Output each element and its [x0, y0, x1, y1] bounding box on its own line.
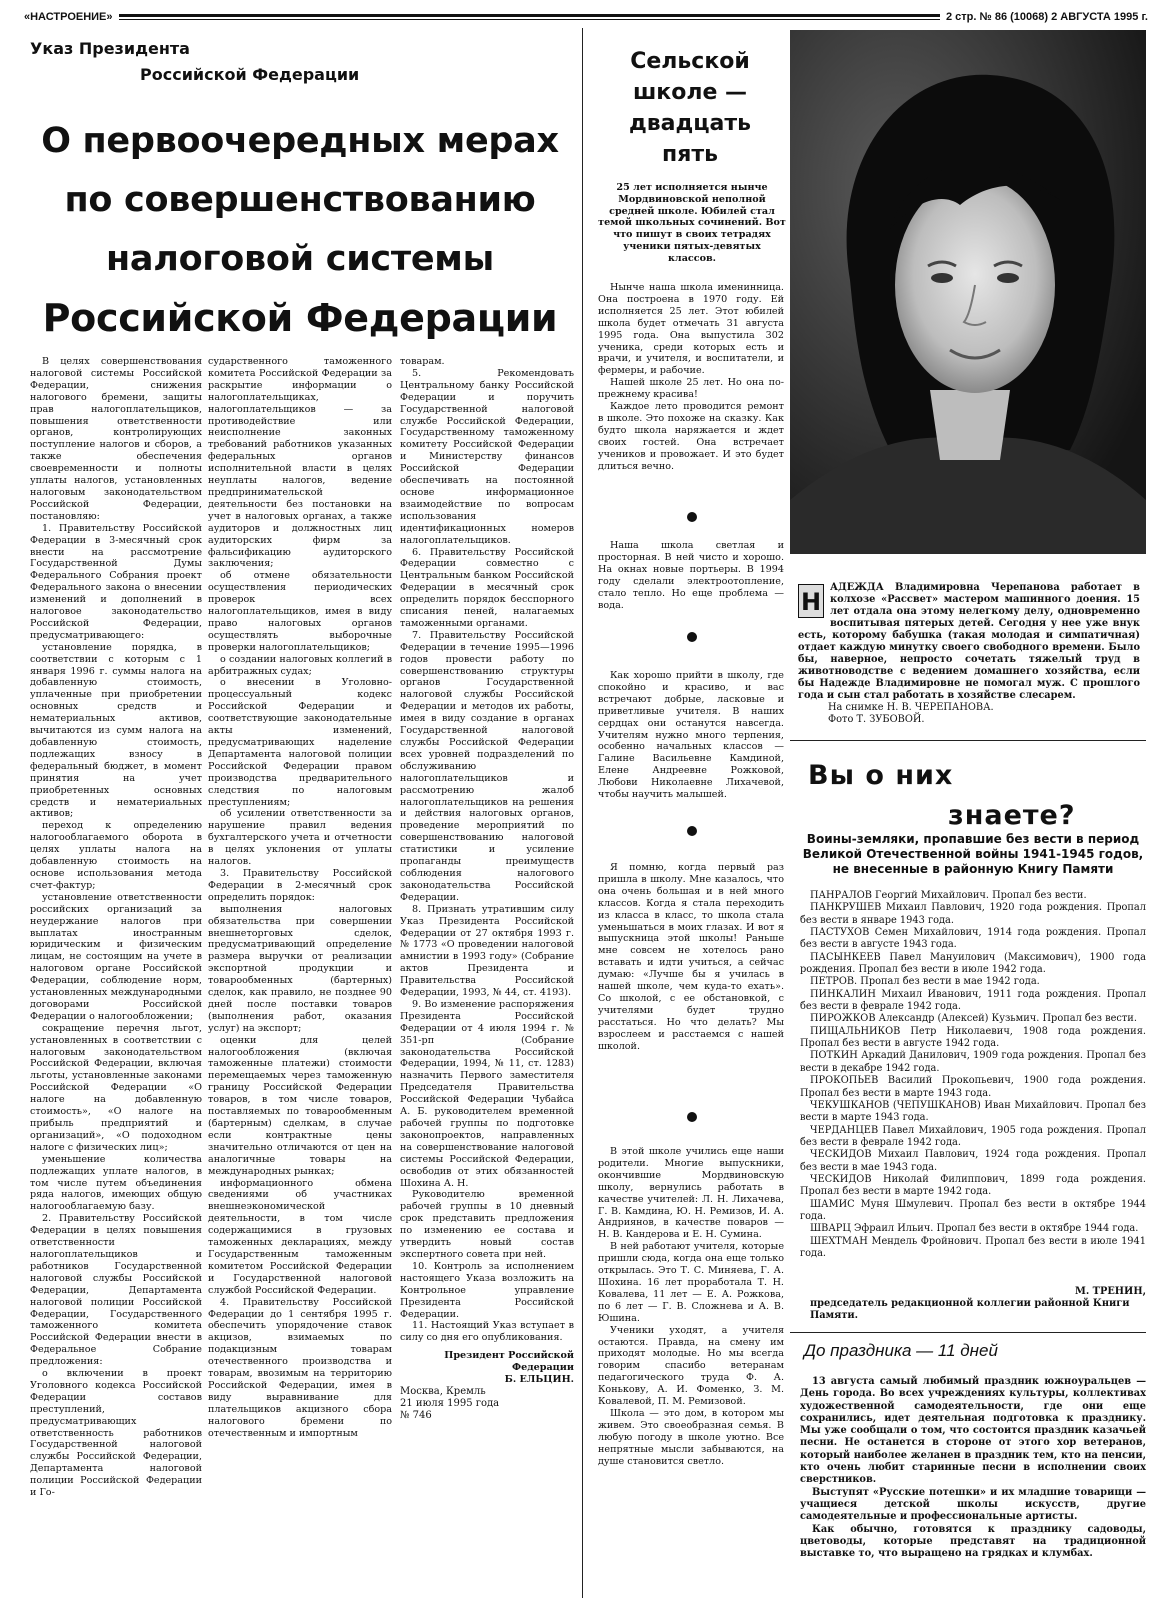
paragraph: Руководителю временной рабочей группы в 10 дневный срок представить предложения по изменению ее состава и утвердить новый состав экспертного совета при ней.: [400, 1189, 574, 1260]
paragraph: об усилении ответственности за нарушение правил ведения бухгалтерского учета и отчетности в целях уклонения от уплаты налогов.: [208, 808, 392, 868]
memory-subtitle: Воины-земляки, пропавшие без вести в период Великой Отечественной войны 1941-1945 годов, не внесенные в районную Книгу Памяти: [802, 832, 1144, 876]
school-article-lead: 25 лет исполняется нынче Мордвиновской неполной средней школе. Юбилей стал темой школьных сочинений. Вот что пишут в своих тетрадях ученики пятых-девятых классов.: [598, 182, 786, 264]
paragraph: уменьшение количества подлежащих уплате налогов, в том числе путем объединения ряда налогов, имеющих общую налогооблагаемую базу.: [30, 1153, 202, 1213]
memory-title: [808, 756, 1148, 836]
list-item: ЧЕСКИДОВ Михаил Павлович, 1924 года рождения. Пропал без вести в мае 1943 года.: [800, 1149, 1146, 1173]
paragraph: 5. Рекомендовать Центральному банку Российской Федерации и поручить Государственной налоговой службе Российской Федерации, Государственному таможенному комитету Российской Федерации и Министерству финансов Российской Федерации обеспечивать на постоянной основе информационное взаимодействие по вопросам использования идентификационных номеров налогоплательщиков.: [400, 367, 574, 546]
signature-name: М. ТРЕНИН,: [1075, 1286, 1146, 1297]
paragraph: 2. Правительству Российской Федерации в целях повышения ответственности налогоплательщиков и работников Государственной налоговой службы Российской Федерации, Департамента налоговой полиции Российской Федерации, Государственного таможенного комитета Российской Федерации внести в Федеральное Собрание предложения:: [30, 1213, 202, 1368]
section-divider: [790, 740, 1146, 741]
paragraph: 9. Во изменение распоряжения Президента Российской Федерации от 4 июля 1994 г. № 351-рп (Собрание законодательства Российской Федерации, 1994, № 11, ст. 1283) назначить Первого заместителя Председателя Правительства Российской Федерации Чубайса А. Б. руководителем временной рабочей группы по подготовке законопроектов, направленных на совершенствование налоговой системы Российской Федерации, освободив от этих обязанностей Шохина А. Н.: [400, 998, 574, 1189]
paragraph: 4. Правительству Российской Федерации до 1 сентября 1995 г. обеспечить упорядочение ставок акцизов, взимаемых по подакцизным товарам отечественного производства и товарам, ввозимым на территорию Российской Федерации, имея в виду выравнивание для плательщиков акцизного сбора налогового бремени по отечественным и импортным: [208, 1296, 392, 1439]
decree-headline: [10, 112, 590, 348]
paragraph: 13 августа самый любимый праздник южноуральцев — День города. Во всех учреждениях культуры, коллективах художественной самодеятельности, где они еще сохранились, идет деятельная подготовка к празднику. Мы уже сообщали о том, что состоится праздник казачьей песни. Не останется в стороне от этого хор ветеранов, который наиболее желанен в праздник тем, кто на пенсии, кто очень любит старинные песни в исполнении своих сверстников.: [800, 1376, 1146, 1486]
list-item: ПОТКИН Аркадий Данилович, 1909 года рождения. Пропал без вести в декабре 1942 года.: [800, 1050, 1146, 1074]
paragraph: Как обычно, готовятся к празднику садоводы, цветоводы, которые представят на традиционной выставке то, что выращено на грядках и клумбах.: [800, 1523, 1146, 1560]
bullet-separator: [687, 512, 697, 522]
paragraph: установление порядка, в соответствии с которым с 1 января 1996 г. суммы налога на добавленную стоимость, уплаченные при приобретении основных средств и нематериальных активов, вычитаются из сумм налога на добавленную стоимость, подлежащих взносу в федеральный бюджет, в момент принятия на учет приобретенных основных средств и нематериальных активов;: [30, 641, 202, 820]
headline-line: по совершенствованию: [64, 180, 536, 220]
paragraph: Каждое лето проводится ремонт в школе. Это похоже на сказку. Как будто школа наряжается и ждет своих гостей. Она встречает учеников и провожает. И это будет длиться вечно.: [598, 401, 784, 472]
paragraph: Как хорошо прийти в школу, где спокойно и красиво, и вас встречают добрые, ласковые и приветливые учителя. В наших сердцах они останутся навсегда. Учителям нужно много терпения, особенно начальных классов — Галине Васильевне Камдиной, Елене Андреевне Рожковой, Любови Николаевне Лихачевой, чтобы научить малышей.: [598, 670, 784, 801]
school-block-4: [598, 862, 784, 1102]
paragraph: установление ответственности российских организаций за неудержание налогов при выплатах иностранным юридическим и физическим лицам, не состоящим на учете в налоговом органе Российской Федерации, соблюдение норм, установленных международными договорами Российской Федерации о налогообложении;: [30, 891, 202, 1022]
signature-name: Б. ЕЛЬЦИН.: [504, 1374, 574, 1386]
signature-number: № 746: [400, 1409, 432, 1421]
paragraph: В ней работают учителя, которые пришли сюда, когда она еще только открылась. Это Т. С. Миняева, Г. А. Шохина. 16 лет проработала Т. Н. Ковалева, 11 лет — Е. А. Рожкова, по 6 лет — Г. В. Сложнева и А. В. Юшина.: [598, 1241, 784, 1324]
decree-label-line2: Российской Федерации: [140, 65, 360, 84]
title-line: двадцать: [628, 111, 752, 136]
holiday-article: [800, 1376, 1146, 1560]
paragraph: сокращение перечня льгот, установленных в соответствии с налоговым законодательством Российской Федерации, включая льготы, установленные законами Российской Федерации «О налоге на добавленную стоимость», «О налоге на прибыль предприятий и организаций», «О подоходном налоге с физических лиц»;: [30, 1022, 202, 1153]
list-item: ПИНКАЛИН Михаил Иванович, 1911 года рождения. Пропал без вести в феврале 1942 года.: [800, 988, 1146, 1013]
memory-title-line1: Вы о них: [808, 760, 954, 791]
paragraph: оценки для целей налогообложения (включая таможенные платежи) стоимости перемещаемых через таможенную границу Российской Федерации товаров, в том числе товаров, поставляемых по товарообменным (бартерным) сделкам, в случае если контрактные цены значительно отличаются от цен на аналогичные товары на международных рынках;: [208, 1034, 392, 1177]
photo-credit: Фото Т. ЗУБОВОЙ.: [828, 714, 925, 725]
memory-signature: [810, 1286, 1146, 1322]
paragraph: Наша школа светлая и просторная. В ней чисто и хорошо. На окнах новые портьеры. В 1994 году сделали электроотопление, стало тепло. Но еще проблема — вода.: [598, 540, 784, 611]
list-item: ЧЕКУШКАНОВ (ЧЕПУШКАНОВ) Иван Михайлович. Пропал без вести в марте 1943 года.: [800, 1099, 1146, 1124]
portrait-illustration: [790, 30, 1146, 554]
issue-info: 2 стр. № 86 (10068) 2 АВГУСТА 1995 г.: [946, 11, 1148, 23]
school-article-title: [590, 46, 790, 170]
paragraph: товарам.: [400, 356, 445, 367]
headline-line: О первоочередных мерах: [41, 121, 559, 161]
list-item: ШЕХТМАН Мендель Фройнович. Пропал без вести в июле 1941 года.: [800, 1235, 1146, 1259]
memory-title-line2: знаете?: [948, 800, 1076, 831]
paragraph: 8. Признать утратившим силу Указ Президента Российской Федерации от 27 октября 1993 г. № 1773 «О проведении налоговой амнистии в 1993 году» (Собрание актов Президента и Правительства Российской Федерации, 1993, № 44, ст. 4193).: [400, 903, 574, 999]
photo-caption: [798, 582, 1140, 726]
school-block-1: [598, 282, 784, 502]
signature-date: 21 июля 1995 года: [400, 1397, 500, 1409]
decree-column-2: [208, 356, 392, 1596]
list-item: ШВАРЦ Эфраил Ильич. Пропал без вести в октябре 1944 года.: [810, 1223, 1139, 1235]
paragraph: 11. Настоящий Указ вступает в силу со дня его опубликования.: [400, 1320, 574, 1344]
portrait-photo: [790, 30, 1146, 554]
decree-label: [30, 36, 359, 88]
paragraph: сударственного таможенного комитета Российской Федерации за раскрытие информации о налогоплательщиках, налогоплательщиков — за противодействие или неисполнение законных требований работников указанных федеральных органов исполнительной власти в целях неуплаты налогов, ведение предпринимательской деятельности без постановки на учет в налоговых органах, а также аудиторов и должностных лиц аудиторских фирм за фальсификацию аудиторского заключения;: [208, 356, 392, 570]
paragraph: 6. Правительству Российской Федерации совместно с Центральным банком Российской Федерации в месячный срок определить порядок бесспорного списания пеней, налагаемых таможенными органами.: [400, 546, 574, 629]
paragraph: 7. Правительству Российской Федерации в течение 1995—1996 годов провести работу по совершенствованию структуры органов Государственной налоговой службы Российской Федерации и методов их работы, имея в виду создание в органах Государственной налоговой службы Российской Федерации всех уровней подразделений по обслуживанию налогоплательщиков и рассмотрению жалоб налогоплательщиков на решения и действия налоговых органов, проведение мероприятий по совершенствованию налоговой статистики и усиление пропаганды преимуществ соблюдения налогового законодательства Российской Федерации.: [400, 629, 574, 903]
list-item: ШАМИС Муня Шмулевич. Пропал без вести в октябре 1944 года.: [800, 1198, 1146, 1222]
bullet-separator: [687, 632, 697, 642]
list-item: ПЕТРОВ. Пропал без вести в мае 1942 года.: [810, 976, 1040, 988]
headline-line: Российской Федерации: [42, 296, 558, 340]
paragraph: Нынче наша школа именинница. Она построена в 1970 году. Ей исполняется 25 лет. Этот юбилей школа будет отмечать 31 августа 1995 года. Она выпустила 302 ученика, среди которых есть и врачи, и учителя, и воспитатели, и фермеры, и рабочие.: [598, 282, 784, 377]
paragraph: 10. Контроль за исполнением настоящего Указа возложить на Контрольное управление Президента Российской Федерации.: [400, 1260, 574, 1320]
school-block-5: [598, 1146, 784, 1598]
list-item: ЧЕСКИДОВ Николай Филиппович, 1899 года рождения. Пропал без вести в марте 1942 года.: [800, 1173, 1146, 1198]
section-divider: [790, 1332, 1146, 1333]
masthead-rule: [119, 14, 940, 20]
title-line: школе —: [632, 80, 748, 105]
list-item: ПАСТУХОВ Семен Михайлович, 1914 года рождения. Пропал без вести в августе 1943 года.: [800, 927, 1146, 951]
newspaper-name: «НАСТРОЕНИЕ»: [24, 11, 113, 23]
list-item: ПАНКРУШЕВ Михаил Павлович, 1920 года рождения. Пропал без вести в январе 1943 года.: [800, 902, 1146, 926]
paragraph: Выступят «Русские потешки» и их младшие товарищи — учащиеся детской школы искусств, другие самодеятельные и профессиональные артисты.: [800, 1486, 1146, 1523]
bullet-separator: [687, 1112, 697, 1122]
paragraph: Нашей школе 25 лет. Но она по-прежнему красива!: [598, 377, 784, 401]
column-divider: [582, 28, 583, 1598]
decree-label-line1: Указ Президента: [30, 39, 190, 58]
masthead: [24, 8, 1148, 26]
holiday-title: До праздника — 11 дней: [804, 1341, 998, 1360]
paragraph: выполнения налоговых обязательства при совершении внешнеторговых сделок, предусматривающий определение размера выручки от реализации экспортной продукции и товарообменных (бартерных) сделок, как правило, не позднее 90 дней после поставки товаров (выполнения работ, оказания услуг) на экспорт;: [208, 903, 392, 1034]
school-block-3: [598, 670, 784, 816]
paragraph: 1. Правительству Российской Федерации в 3-месячный срок внести на рассмотрение Государственной Думы Федерального Собрания проект Федерального закона о внесении изменений и дополнений в налоговое законодательство Российской Федерации, предусматривающего:: [30, 522, 202, 641]
missing-soldiers-list: [800, 890, 1146, 1260]
list-item: ПРОКОПЬЕВ Василий Прокопьевич, 1900 года рождения. Пропал без вести в марте 1943 года.: [800, 1075, 1146, 1099]
school-block-2: [598, 540, 784, 620]
headline-line: налоговой системы: [106, 239, 494, 279]
paragraph: об отмене обязательности осуществления периодических проверок всех налогоплательщиков, имея в виду право налоговых органов осуществлять выборочные проверки налогоплательщиков;: [208, 570, 392, 653]
caption-credit: На снимке Н. В. ЧЕРЕПАНОВА.: [828, 702, 994, 713]
paragraph: 3. Правительству Российской Федерации в 2-месячный срок определить порядок:: [208, 867, 392, 903]
caption-text: АДЕЖДА Владимировна Черепанова работает в колхозе «Рассвет» мастером машинного доения. 15 лет отдала она этому нелегкому делу, одновременно воспитывая пятерых детей. Сегодня у нее уже внук есть, которому бабушка (такая молодая и симпатичная) отдает каждую минутку своего свободного времени. Было бы, наверное, непросто сочетать тяжелый труд в животноводстве с ведением домашнего хозяйства, если бы Надежде Владимировне не помогал муж. С прошлого года и сын стал работать в хозяйстве слесарем.: [798, 582, 1140, 701]
paragraph: о включении в проект Уголовного кодекса Российской Федерации составов преступлений, предусматривающих ответственность работников Государственной налоговой службы Российской Федерации, Департамента налоговой полиции Российской Федерации и Го-: [30, 1368, 202, 1499]
list-item: ЧЕРДАНЦЕВ Павел Михайлович, 1905 года рождения. Пропал без вести в феврале 1942 года.: [800, 1124, 1146, 1148]
signature-role: председатель редакционной коллегии районной Книги Памяти.: [810, 1298, 1130, 1321]
paragraph: о внесении в Уголовно-процессуальный кодекс Российской Федерации и соответствующие законодательные акты изменений, предусматривающих наделение Департамента налоговой полиции Российской Федерации правом производства предварительного следствия по налоговым преступлениям;: [208, 677, 392, 808]
list-item: ПИЩАЛЬНИКОВ Петр Николаевич, 1908 года рождения. Пропал без вести в августе 1942 года.: [800, 1025, 1146, 1050]
paragraph: переход к определению налогооблагаемого оборота в целях уплаты налога на добавленную стоимость на основе использования метода счет-фактур;: [30, 820, 202, 891]
paragraph: Школа — это дом, в котором мы живем. Это своеобразная семья. В любую погоду в школе уютно. Все непрятные мысли забываются, на душе становится светло.: [598, 1407, 784, 1467]
paragraph: о создании налоговых коллегий в арбитражных судах;: [208, 653, 392, 677]
title-line: пять: [662, 142, 718, 167]
decree-column-3: [400, 356, 574, 1596]
list-item: ПАНРАЛОВ Георгий Михайлович. Пропал без вести.: [810, 890, 1087, 901]
decree-column-1: [30, 356, 202, 1596]
drop-cap: Н: [798, 584, 824, 618]
bullet-separator: [687, 826, 697, 836]
paragraph: информационного обмена сведениями об участниках внешнеэкономической деятельности, в том числе содержащимися в грузовых таможенных декларациях, между Государственным таможенным комитетом Российской Федерации и Государственной налоговой службой Российской Федерации.: [208, 1177, 392, 1296]
list-item: ПИРОЖКОВ Александр (Алексей) Кузьмич. Пропал без вести.: [810, 1013, 1137, 1025]
paragraph: В этой школе учились еще наши родители. Многие выпускники, окончившие Мордвиновскую школу, вернулись работать в качестве учителей: Л. Н. Лихачева, Г. В. Камдина, Ю. Н. Ремизов, И. А. Андриянов, в качестве поваров — Н. В. Кандерова и Е. Н. Сумина.: [598, 1146, 784, 1241]
paragraph: В целях совершенствования налоговой системы Российской Федерации, снижения налогового бремени, защиты прав налогоплательщиков, повышения ответственности органов, контролирующих поступление налогов и сборов, а также обеспечения своевременности и полноты уплаты налогов, установленных налоговым законодательством Российской Федерации, постановляю:: [30, 356, 202, 522]
list-item: ПАСЫНКЕЕВ Павел Мануилович (Максимович), 1900 года рождения. Пропал без вести в июле 1942 года.: [800, 951, 1146, 976]
title-line: Сельской: [630, 49, 750, 74]
signature-place: Москва, Кремль: [400, 1385, 486, 1397]
paragraph: Я помню, когда первый раз пришла в школу. Мне казалось, что она очень большая и в ней много классов. Когда я стала переходить из класса в класс, то школа стала уменьшаться в моих глазах. И вот я выпускница этой школы! Раньше мне совсем не хотелось рано вставать и идти учиться, а сейчас думаю: «Лучше бы я училась в нашей школе, чем куда-то ехать». Со школой, с ее обстановкой, с учителями будет трудно расстаться. Но что делать? Мы взрослеем и расстаемся с нашей школой.: [598, 862, 784, 1052]
signature-title: Президент Российской Федерации: [444, 1350, 574, 1374]
paragraph: Ученики уходят, а учителя остаются. Правда, на смену им приходят молодые. Но мы всегда говорим спасибо ветеранам педагогического труда Ф. А. Конькову, А. И. Фоменко, З. М. Ковалевой, П. М. Ремизовой.: [598, 1324, 784, 1408]
